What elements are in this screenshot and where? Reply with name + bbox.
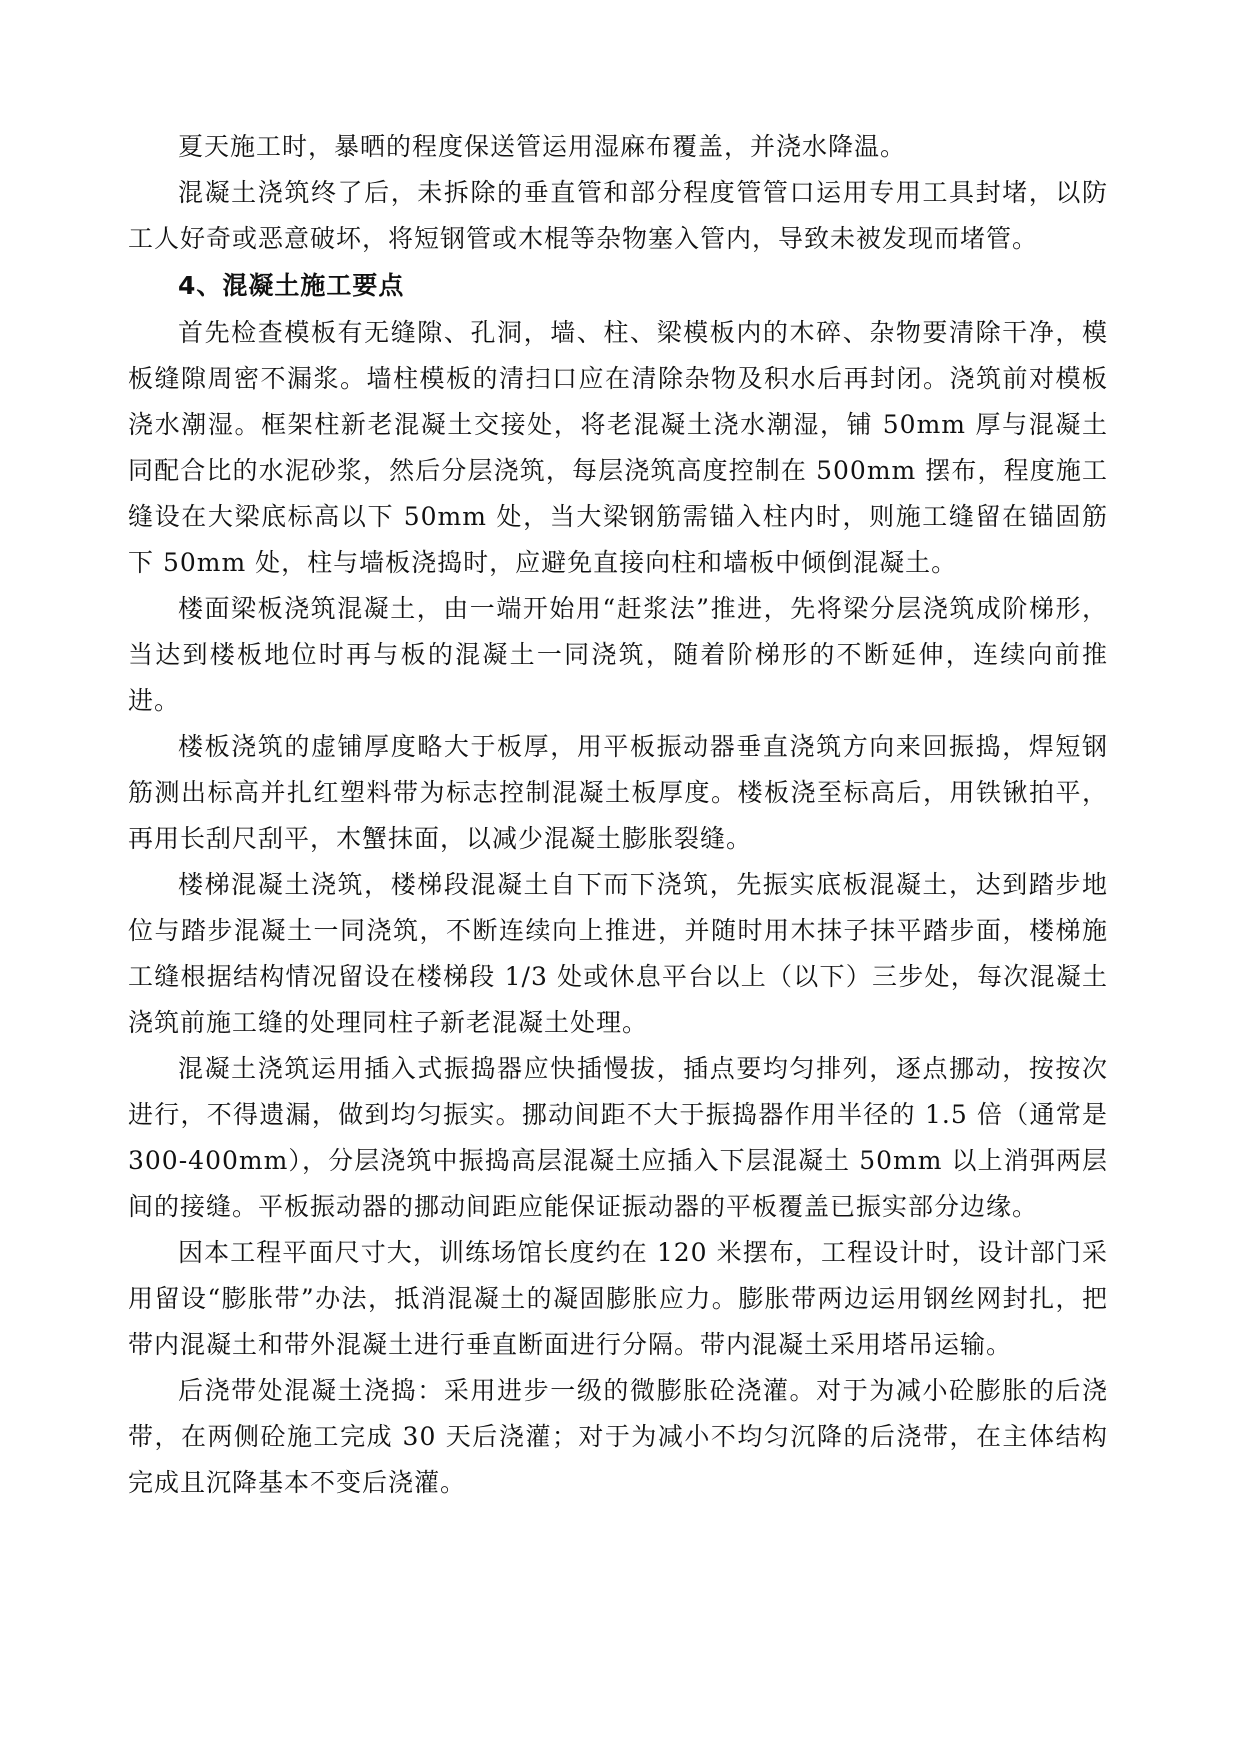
paragraph: 楼面梁板浇筑混凝土，由一端开始用“赶浆法”推进，先将梁分层浇筑成阶梯形，当达到楼板地位时再与板的混凝土一同浇筑，随着阶梯形的不断延伸，连续向前推进。 (128, 594, 1108, 715)
paragraph: 楼梯混凝土浇筑，楼梯段混凝土自下而下浇筑，先振实底板混凝土，达到踏步地位与踏步混凝土一同浇筑，不断连续向上推进，并随时用木抹子抹平踏步面，楼梯施工缝根据结构情况留设在楼梯段 1/3 处或休息平台以上（以下）三步处，每次混凝土浇筑前施工缝的处理同柱子新老混凝土处理。 (128, 870, 1108, 1037)
paragraph: 楼板浇筑的虚铺厚度略大于板厚，用平板振动器垂直浇筑方向来回振捣，焊短钢筋测出标高并扎红塑料带为标志控制混凝土板厚度。楼板浇至标高后，用铁锹拍平，再用长刮尺刮平，木蟹抹面，以减少混凝土膨胀裂缝。 (128, 732, 1108, 853)
paragraph: 混凝土浇筑终了后，未拆除的垂直管和部分程度管管口运用专用工具封堵，以防工人好奇或恶意破坏，将短钢管或木棍等杂物塞入管内，导致未被发现而堵管。 (128, 178, 1108, 253)
paragraph: 首先检查模板有无缝隙、孔洞，墙、柱、梁模板内的木碎、杂物要清除干净，模板缝隙周密不漏浆。墙柱模板的清扫口应在清除杂物及积水后再封闭。浇筑前对模板浇水潮湿。框架柱新老混凝土交接处，将老混凝土浇水潮湿，铺 50mm 厚与混凝土同配合比的水泥砂浆，然后分层浇筑，每层浇筑高度控制在 500mm 摆布，程度施工缝设在大梁底标高以下 50mm 处，当大梁钢筋需锚入柱内时，则施工缝留在锚固筋下 50mm 处，柱与墙板浇捣时，应避免直接向柱和墙板中倾倒混凝土。 (128, 318, 1108, 577)
paragraph: 混凝土浇筑运用插入式振捣器应快插慢拔，插点要均匀排列，逐点挪动，按按次进行，不得遗漏，做到均匀振实。挪动间距不大于振捣器作用半径的 1.5 倍（通常是 300-400mm），分层浇筑中振捣高层混凝土应插入下层混凝土 50mm 以上消弭两层间的接缝。平板振动器的挪动间距应能保证振动器的平板覆盖已振实部分边缘。 (128, 1054, 1108, 1221)
document-body (128, 124, 1108, 1506)
paragraph: 夏天施工时，暴晒的程度保送管运用湿麻布覆盖，并浇水降温。 (178, 132, 907, 161)
section-heading: 4、混凝土施工要点 (178, 271, 405, 300)
paragraph: 因本工程平面尺寸大，训练场馆长度约在 120 米摆布，工程设计时，设计部门采用留设“膨胀带”办法，抵消混凝土的凝固膨胀应力。膨胀带两边运用钢丝网封扎，把带内混凝土和带外混凝土进行垂直断面进行分隔。带内混凝土采用塔吊运输。 (128, 1238, 1108, 1359)
paragraph: 后浇带处混凝土浇捣：采用进步一级的微膨胀砼浇灌。对于为减小砼膨胀的后浇带，在两侧砼施工完成 30 天后浇灌；对于为减小不均匀沉降的后浇带，在主体结构完成且沉降基本不变后浇灌。 (128, 1376, 1108, 1497)
